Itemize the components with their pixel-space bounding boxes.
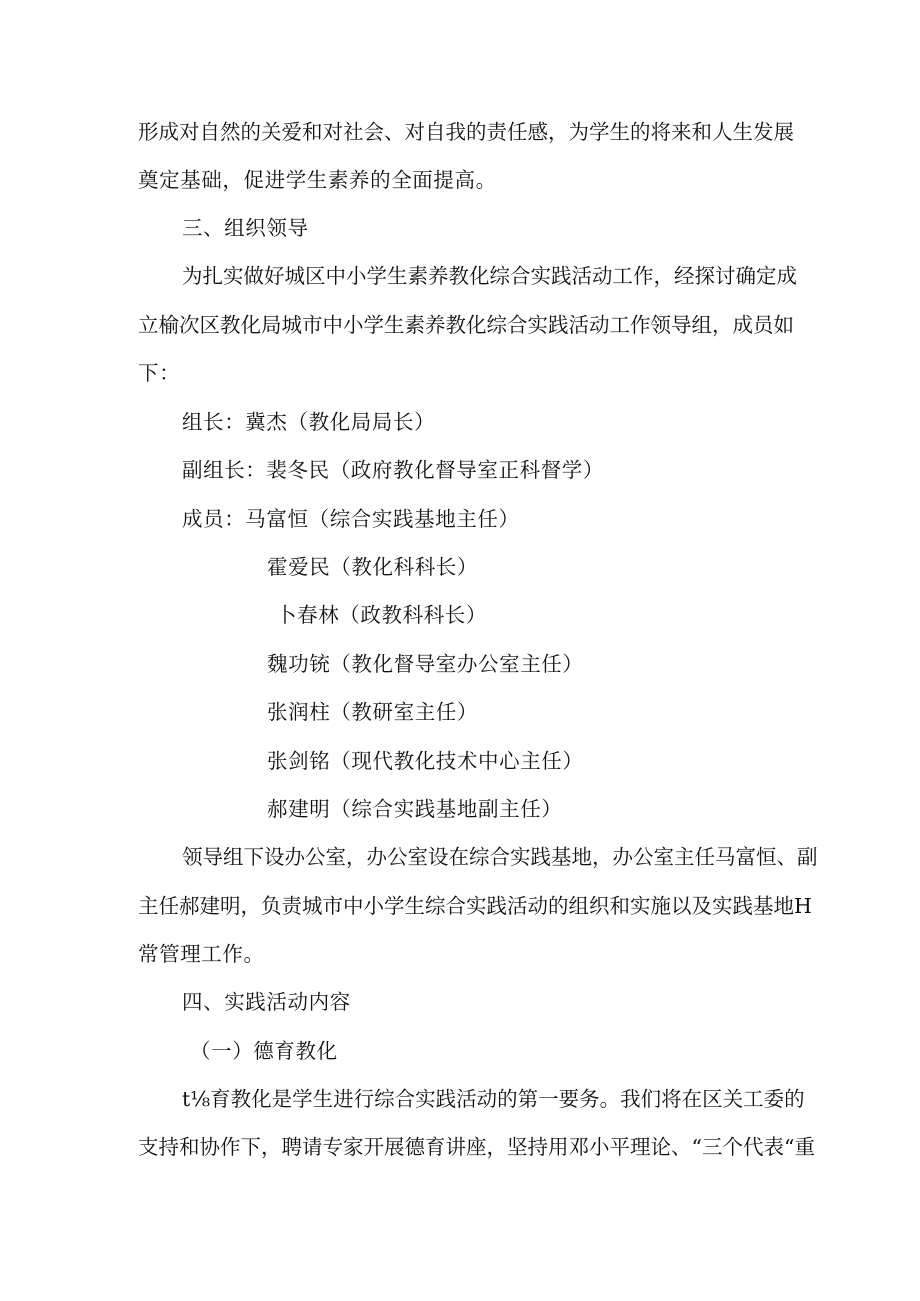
section3-para-line-2: 立榆次区教化局城市中小学生素养教化综合实践活动工作领导组，成员如 [138,313,794,337]
subsection1-heading: （一）德育教化 [190,1039,338,1063]
intro-line-1: 形成对自然的关爱和对社会、对自我的责任感，为学生的将来和人生发展 [138,120,794,144]
member-line: 郝建明（综合实践基地副主任） [267,797,563,821]
office-para-line-2: 主任郝建明，负责城市中小学生综合实践活动的组织和实施以及实践基地H [138,894,812,918]
leader-line: 组长：冀杰（教化局局长） [182,410,436,434]
intro-line-2: 奠定基础，促进学生素养的全面提高。 [138,168,497,192]
member-line: 霍爱民（教化科科长） [267,555,478,579]
member-line: 张润柱（教研室主任） [267,700,478,724]
member-line: 张剑铭（现代教化技术中心主任） [267,749,584,773]
office-para-line-1: 领导组下设办公室，办公室设在综合实践基地，办公室主任马富恒、副 [182,845,818,869]
deputy-line: 副组长：裴冬民（政府教化督导室正科督学） [182,458,604,482]
section4-heading: 四、实践活动内容 [182,990,351,1014]
moral-para-line-2: 支持和协作下，聘请专家开展德育讲座，坚持用邓小平理论、“三个代表“重 [138,1135,815,1159]
section3-para-line-1: 为扎实做好城区中小学生素养教化综合实践活动工作，经探讨确定成 [182,264,797,288]
moral-para-line-1: t⅛育教化是学生进行综合实践活动的第一要务。我们将在区关工委的 [182,1087,805,1111]
member-line: 卜春林（政教科科长） [276,603,487,627]
member-line: 魏功铳（教化督导室办公室主任） [267,652,584,676]
members-label-line: 成员：马富恒（综合实践基地主任） [182,507,520,531]
section3-para-line-3: 下： [138,361,181,385]
office-para-line-3: 常管理工作。 [138,942,265,966]
section3-heading: 三、组织领导 [182,216,309,240]
